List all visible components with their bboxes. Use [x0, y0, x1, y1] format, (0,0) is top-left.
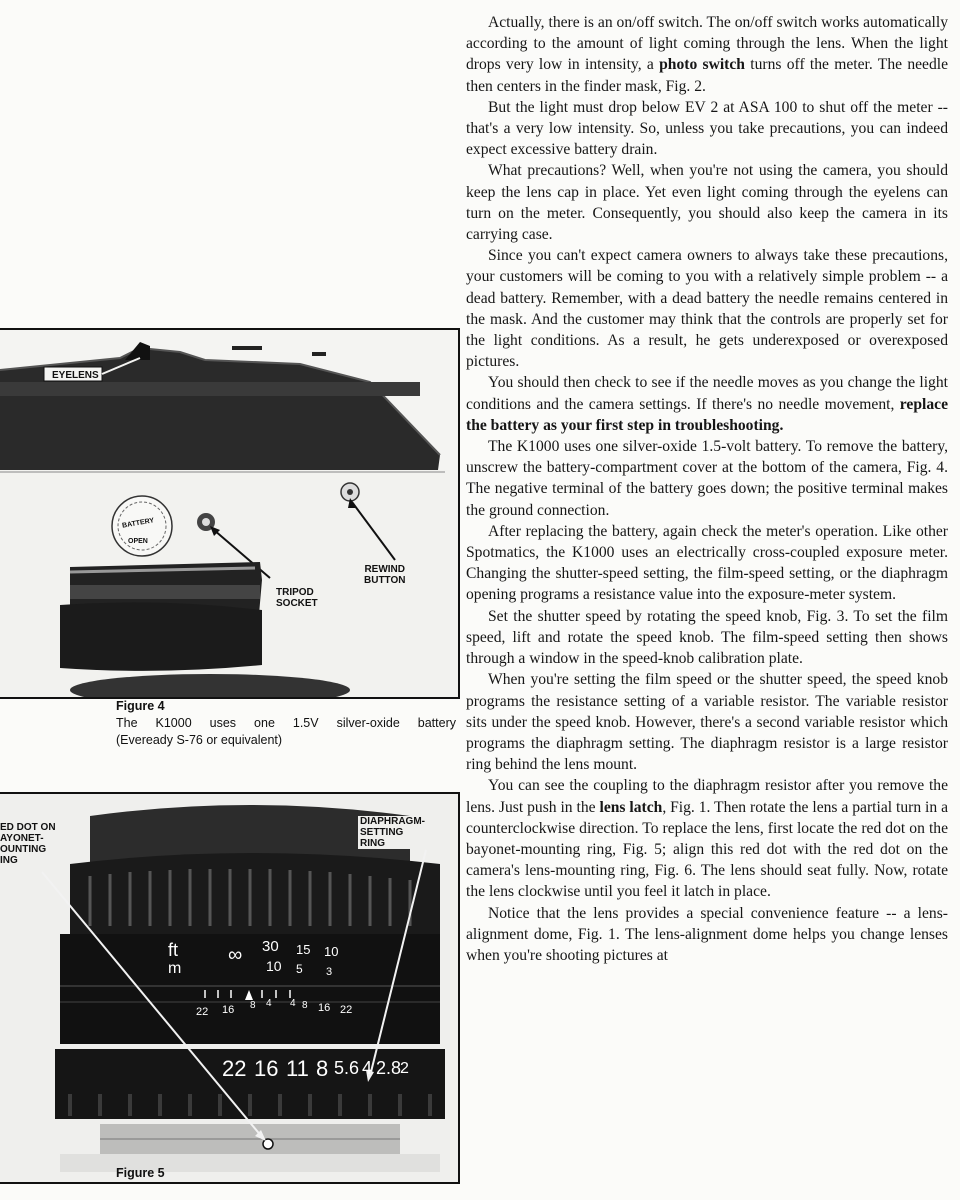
text-run: Notice that the lens provides a special convenience feature -- a lens-alignment dome, Fig. 1. The lens-alignment dome helps you change lenses when you're shooting pictures at: [466, 904, 948, 964]
paragraph-2: [466, 97, 948, 161]
dof-22-left: 22: [196, 1006, 209, 1018]
paragraph-9: [466, 669, 948, 775]
paragraph-3: [466, 160, 948, 245]
figure-4-number: Figure 4: [116, 699, 165, 713]
paragraph-6: [466, 436, 948, 521]
text-run: turns off the meter. The needle then centers in the finder mask, Fig. 2.: [466, 56, 949, 95]
text-run: Since you can't expect camera owners to always take these precautions, your customers will be coming to you with a relatively simple problem -- a dead battery. Remember, with a dead battery the needle remains centered in the mask. And the customer may think that the controls are properly set for the light conditions. As a result, he gets underexposed or overexposed pictures.: [466, 247, 948, 371]
figure-4-description-line-2: (Eveready S-76 or equivalent): [116, 733, 283, 747]
diaphragm-ring-label: DIAPHRAGM- SETTING RING: [360, 816, 425, 849]
text-run: When you're setting the film speed or the shutter speed, the speed knob programs the resistance setting of a variable resistor. The variable resistor sits under the speed knob. However, there's a second variable resistor which programs the diaphragm setting. The diaphragm resistor is a large resistor ring behind the lens mount.: [466, 671, 948, 774]
distance-m-3: 3: [326, 966, 333, 978]
eyelens-label: EYELENS: [52, 370, 99, 381]
text-run: The K1000 uses one silver-oxide 1.5-volt battery. To remove the battery, unscrew the battery-compartment cover at the bottom of the camera, Fig. 4. The negative terminal of the battery goes down; the positive terminal makes the ground connection.: [466, 438, 948, 519]
paragraph-11: [466, 903, 948, 967]
dof-4-left: 4: [266, 998, 272, 1009]
dof-22-right: 22: [340, 1004, 353, 1016]
aperture-2: 2: [400, 1060, 409, 1077]
feet-unit: ft: [168, 940, 179, 960]
distance-m-5: 5: [296, 962, 303, 976]
aperture-2-8: 2.8: [376, 1058, 402, 1078]
distance-ft-10: 10: [324, 944, 339, 959]
paragraph-8: [466, 606, 948, 670]
text-run: After replacing the battery, again check the meter's operation. Like other Spotmatics, the K1000 uses an electrically cross-coupled exposure meter. Changing the shutter-speed setting, the film-speed setting, or the diaphragm opening programs a resistance value into the exposure-meter system.: [466, 522, 948, 604]
paragraph-4: [466, 245, 948, 372]
battery-cover-top-text: BATTERY: [121, 517, 155, 530]
figure-4-photo: [0, 328, 460, 699]
text-run: But the light must drop below EV 2 at ASA 100 to shut off the meter -- that's a very low intensity. So, unless you take precautions, you can indeed expect excessive battery drain.: [466, 98, 948, 159]
aperture-8: 8: [316, 1056, 329, 1081]
battery-cover-bottom-text: OPEN: [128, 538, 148, 545]
dof-8-right: 8: [302, 1000, 308, 1011]
bold-phrase: photo switch: [659, 56, 745, 74]
paragraph-5: [466, 372, 948, 436]
aperture-16: 16: [254, 1056, 279, 1081]
meters-unit: m: [168, 960, 182, 977]
aperture-4: 4: [362, 1058, 373, 1078]
dof-4-right: 4: [290, 998, 296, 1009]
distance-ft-15: 15: [296, 942, 311, 957]
bold-phrase: replace the battery as your first step in troubleshooting.: [466, 395, 948, 434]
text-run: , Fig. 1. Then rotate the lens a partial turn in a counterclockwise direction. To replace the lens, first locate the red dot on the bayonet-mounting ring, Fig. 5; align this red dot with the red dot on the camera's lens-mounting ring, Fig. 6. The lens should seat fully. Now, rotate the lens clockwise until you feel it latch in place.: [466, 798, 948, 901]
lens-scales: [0, 794, 458, 1182]
paragraph-1: [466, 12, 948, 97]
paragraph-10: [466, 775, 948, 902]
tripod-socket-label: TRIPOD SOCKET: [276, 587, 318, 609]
dof-16-right: 16: [318, 1002, 331, 1014]
distance-ft-infinity: ∞: [228, 944, 243, 966]
aperture-22: 22: [222, 1056, 247, 1081]
bold-phrase: lens latch: [599, 798, 663, 816]
red-dot-label: ED DOT ON AYONET- OUNTING ING: [0, 822, 56, 866]
text-run: You should then check to see if the needle moves as you change the light conditions and the camera settings. If there's no needle movement,: [466, 374, 948, 413]
text-run: You can see the coupling to the diaphragm resistor after you remove the lens. Just push in the: [466, 777, 948, 816]
camera-battery-illustration: [0, 330, 458, 697]
distance-m-10: 10: [266, 958, 282, 974]
paragraph-7: [466, 521, 948, 606]
aperture-11: 11: [286, 1056, 309, 1081]
rewind-button-label: REWIND BUTTON: [364, 564, 406, 586]
text-run: What precautions? Well, when you're not using the camera, you should keep the lens cap in place. Yet even light coming through the eyelens can turn on the meter. Consequently, you should also keep the camera in its carrying case.: [466, 162, 948, 244]
figure-5-caption: [116, 1165, 316, 1182]
dof-16-left: 16: [222, 1004, 235, 1016]
article-column: [466, 12, 948, 966]
dof-8-left: 8: [250, 1000, 256, 1011]
figure-5-number: Figure 5: [116, 1166, 165, 1180]
figure-4-caption: [116, 698, 456, 749]
aperture-5-6: 5.6: [334, 1058, 360, 1078]
figure-4-description-line-1: The K1000 uses one 1.5V silver-oxide battery: [116, 716, 456, 730]
text-run: Actually, there is an on/off switch. The on/off switch works automatically according to the amount of light coming through the lens. When the light drops very low in intensity, a: [466, 14, 948, 74]
distance-ft-30: 30: [262, 938, 279, 955]
figure-5-photo: [0, 792, 460, 1184]
text-run: Set the shutter speed by rotating the speed knob, Fig. 3. To set the film speed, lift and rotate the speed knob. The film-speed setting then shows through a window in the speed-knob calibration plate.: [466, 607, 948, 668]
